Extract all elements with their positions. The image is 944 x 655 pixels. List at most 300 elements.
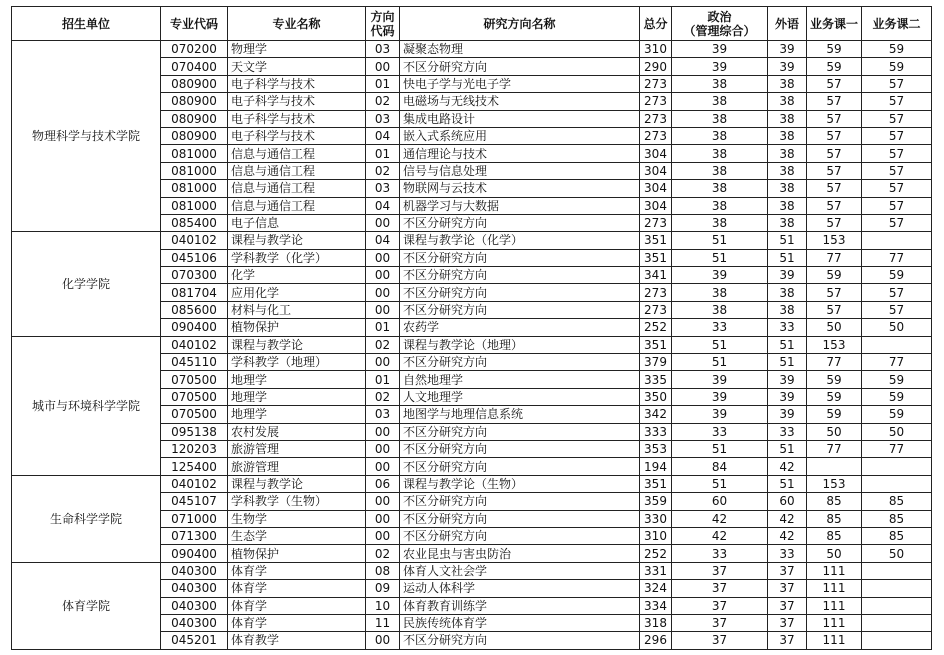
- politics-score-cell: 42: [672, 510, 768, 527]
- total-score-cell: 379: [640, 354, 672, 371]
- table-row: [12, 41, 932, 58]
- total-score-cell: 310: [640, 527, 672, 544]
- research-name-cell: 凝聚态物理: [400, 41, 640, 58]
- header-unit: 招生单位: [12, 7, 161, 41]
- course1-score-cell: 50: [807, 423, 862, 440]
- course1-score-cell: 57: [807, 110, 862, 127]
- major-code-cell: 081000: [161, 162, 228, 179]
- direction-code-cell: 00: [366, 249, 400, 266]
- foreign-score-cell: 51: [768, 249, 807, 266]
- total-score-cell: 351: [640, 336, 672, 353]
- major-name-cell: 信息与通信工程: [228, 180, 366, 197]
- direction-code-cell: 00: [366, 510, 400, 527]
- course2-score-cell: 57: [862, 127, 932, 144]
- politics-score-cell: 39: [672, 371, 768, 388]
- direction-code-cell: 03: [366, 180, 400, 197]
- course2-score-cell: 85: [862, 493, 932, 510]
- course2-score-cell: 57: [862, 110, 932, 127]
- direction-code-cell: 00: [366, 423, 400, 440]
- major-code-cell: 040300: [161, 562, 228, 579]
- course1-score-cell: 77: [807, 440, 862, 457]
- major-name-cell: 课程与教学论: [228, 336, 366, 353]
- foreign-score-cell: 38: [768, 127, 807, 144]
- header-direction-code: [366, 7, 400, 41]
- major-name-cell: 电子信息: [228, 214, 366, 231]
- course2-score-cell: [862, 336, 932, 353]
- direction-code-cell: 03: [366, 110, 400, 127]
- total-score-cell: 304: [640, 162, 672, 179]
- total-score-cell: 310: [640, 41, 672, 58]
- total-score-cell: 335: [640, 371, 672, 388]
- table-row: [12, 232, 932, 249]
- header-total: 总分: [640, 7, 672, 41]
- major-name-cell: 课程与教学论: [228, 475, 366, 492]
- politics-score-cell: 33: [672, 545, 768, 562]
- major-code-cell: 040300: [161, 580, 228, 597]
- course1-score-cell: 59: [807, 58, 862, 75]
- foreign-score-cell: 37: [768, 597, 807, 614]
- major-code-cell: 040300: [161, 614, 228, 631]
- research-name-cell: 不区分研究方向: [400, 458, 640, 475]
- total-score-cell: 194: [640, 458, 672, 475]
- direction-code-cell: 04: [366, 127, 400, 144]
- header-politics: [672, 7, 768, 41]
- course1-score-cell: [807, 458, 862, 475]
- foreign-score-cell: 38: [768, 93, 807, 110]
- foreign-score-cell: 51: [768, 232, 807, 249]
- foreign-score-cell: 38: [768, 301, 807, 318]
- total-score-cell: 273: [640, 284, 672, 301]
- score-table: [11, 6, 932, 650]
- total-score-cell: 359: [640, 493, 672, 510]
- total-score-cell: 351: [640, 249, 672, 266]
- course1-score-cell: 111: [807, 597, 862, 614]
- direction-code-cell: 00: [366, 632, 400, 649]
- course2-score-cell: 50: [862, 545, 932, 562]
- direction-code-cell: 00: [366, 458, 400, 475]
- direction-code-cell: 02: [366, 545, 400, 562]
- politics-score-cell: 51: [672, 336, 768, 353]
- foreign-score-cell: 33: [768, 319, 807, 336]
- direction-code-cell: 00: [366, 214, 400, 231]
- table-row: [12, 562, 932, 579]
- major-name-cell: 学科教学（化学）: [228, 249, 366, 266]
- course2-score-cell: 57: [862, 197, 932, 214]
- foreign-score-cell: 33: [768, 545, 807, 562]
- header-direction-code-line1: 方向: [370, 9, 395, 24]
- total-score-cell: 353: [640, 440, 672, 457]
- politics-score-cell: 38: [672, 145, 768, 162]
- total-score-cell: 342: [640, 406, 672, 423]
- major-code-cell: 080900: [161, 127, 228, 144]
- direction-code-cell: 10: [366, 597, 400, 614]
- politics-score-cell: 60: [672, 493, 768, 510]
- research-name-cell: 课程与教学论（地理）: [400, 336, 640, 353]
- major-code-cell: 045110: [161, 354, 228, 371]
- major-code-cell: 090400: [161, 545, 228, 562]
- research-name-cell: 电磁场与无线技术: [400, 93, 640, 110]
- major-name-cell: 地理学: [228, 371, 366, 388]
- research-name-cell: 不区分研究方向: [400, 301, 640, 318]
- course1-score-cell: 111: [807, 580, 862, 597]
- course1-score-cell: 57: [807, 127, 862, 144]
- research-name-cell: 不区分研究方向: [400, 58, 640, 75]
- course1-score-cell: 111: [807, 562, 862, 579]
- foreign-score-cell: 51: [768, 475, 807, 492]
- major-name-cell: 体育学: [228, 580, 366, 597]
- politics-score-cell: 84: [672, 458, 768, 475]
- foreign-score-cell: 33: [768, 423, 807, 440]
- research-name-cell: 通信理论与技术: [400, 145, 640, 162]
- major-name-cell: 学科教学（地理）: [228, 354, 366, 371]
- politics-score-cell: 37: [672, 562, 768, 579]
- politics-score-cell: 33: [672, 423, 768, 440]
- course2-score-cell: [862, 475, 932, 492]
- foreign-score-cell: 38: [768, 214, 807, 231]
- direction-code-cell: 03: [366, 41, 400, 58]
- direction-code-cell: 00: [366, 354, 400, 371]
- total-score-cell: 341: [640, 267, 672, 284]
- course1-score-cell: 85: [807, 510, 862, 527]
- course1-score-cell: 153: [807, 336, 862, 353]
- course1-score-cell: 153: [807, 232, 862, 249]
- header-foreign: 外语: [768, 7, 807, 41]
- header-course2: 业务课二: [862, 7, 932, 41]
- foreign-score-cell: 39: [768, 388, 807, 405]
- total-score-cell: 304: [640, 197, 672, 214]
- research-name-cell: 民族传统体育学: [400, 614, 640, 631]
- politics-score-cell: 38: [672, 301, 768, 318]
- course1-score-cell: 59: [807, 388, 862, 405]
- research-name-cell: 不区分研究方向: [400, 249, 640, 266]
- research-name-cell: 不区分研究方向: [400, 527, 640, 544]
- major-code-cell: 081000: [161, 197, 228, 214]
- foreign-score-cell: 38: [768, 145, 807, 162]
- course2-score-cell: 85: [862, 527, 932, 544]
- course1-score-cell: 59: [807, 267, 862, 284]
- direction-code-cell: 01: [366, 75, 400, 92]
- direction-code-cell: 00: [366, 440, 400, 457]
- major-name-cell: 信息与通信工程: [228, 145, 366, 162]
- major-name-cell: 电子科学与技术: [228, 127, 366, 144]
- direction-code-cell: 11: [366, 614, 400, 631]
- major-name-cell: 材料与化工: [228, 301, 366, 318]
- total-score-cell: 273: [640, 127, 672, 144]
- research-name-cell: 不区分研究方向: [400, 354, 640, 371]
- course2-score-cell: 57: [862, 284, 932, 301]
- course1-score-cell: 57: [807, 145, 862, 162]
- major-name-cell: 信息与通信工程: [228, 197, 366, 214]
- direction-code-cell: 06: [366, 475, 400, 492]
- total-score-cell: 273: [640, 110, 672, 127]
- research-name-cell: 不区分研究方向: [400, 423, 640, 440]
- course2-score-cell: [862, 232, 932, 249]
- major-code-cell: 080900: [161, 75, 228, 92]
- direction-code-cell: 01: [366, 145, 400, 162]
- header-research-name: 研究方向名称: [400, 7, 640, 41]
- unit-cell: 化学学院: [12, 232, 161, 336]
- course2-score-cell: 77: [862, 354, 932, 371]
- unit-cell: 生命科学学院: [12, 475, 161, 562]
- direction-code-cell: 00: [366, 267, 400, 284]
- foreign-score-cell: 37: [768, 562, 807, 579]
- direction-code-cell: 01: [366, 371, 400, 388]
- foreign-score-cell: 38: [768, 197, 807, 214]
- politics-score-cell: 39: [672, 388, 768, 405]
- total-score-cell: 273: [640, 93, 672, 110]
- course2-score-cell: 50: [862, 319, 932, 336]
- major-code-cell: 070200: [161, 41, 228, 58]
- total-score-cell: 334: [640, 597, 672, 614]
- total-score-cell: 318: [640, 614, 672, 631]
- politics-score-cell: 39: [672, 41, 768, 58]
- course1-score-cell: 57: [807, 93, 862, 110]
- direction-code-cell: 03: [366, 406, 400, 423]
- research-name-cell: 自然地理学: [400, 371, 640, 388]
- total-score-cell: 304: [640, 145, 672, 162]
- total-score-cell: 296: [640, 632, 672, 649]
- politics-score-cell: 38: [672, 75, 768, 92]
- course1-score-cell: 57: [807, 180, 862, 197]
- major-name-cell: 旅游管理: [228, 440, 366, 457]
- major-name-cell: 生态学: [228, 527, 366, 544]
- course1-score-cell: 59: [807, 371, 862, 388]
- foreign-score-cell: 42: [768, 458, 807, 475]
- research-name-cell: 人文地理学: [400, 388, 640, 405]
- major-name-cell: 植物保护: [228, 545, 366, 562]
- major-code-cell: 081000: [161, 145, 228, 162]
- politics-score-cell: 51: [672, 354, 768, 371]
- major-name-cell: 学科教学（生物）: [228, 493, 366, 510]
- major-code-cell: 081000: [161, 180, 228, 197]
- research-name-cell: 体育人文社会学: [400, 562, 640, 579]
- research-name-cell: 机器学习与大数据: [400, 197, 640, 214]
- major-name-cell: 农村发展: [228, 423, 366, 440]
- politics-score-cell: 38: [672, 93, 768, 110]
- politics-score-cell: 42: [672, 527, 768, 544]
- direction-code-cell: 01: [366, 319, 400, 336]
- politics-score-cell: 38: [672, 197, 768, 214]
- major-name-cell: 应用化学: [228, 284, 366, 301]
- foreign-score-cell: 51: [768, 440, 807, 457]
- table-body: [12, 41, 932, 650]
- course1-score-cell: 59: [807, 41, 862, 58]
- foreign-score-cell: 39: [768, 58, 807, 75]
- major-name-cell: 地理学: [228, 388, 366, 405]
- total-score-cell: 252: [640, 545, 672, 562]
- politics-score-cell: 37: [672, 614, 768, 631]
- foreign-score-cell: 39: [768, 267, 807, 284]
- major-code-cell: 095138: [161, 423, 228, 440]
- course1-score-cell: 57: [807, 75, 862, 92]
- total-score-cell: 324: [640, 580, 672, 597]
- major-code-cell: 070400: [161, 58, 228, 75]
- major-code-cell: 071000: [161, 510, 228, 527]
- total-score-cell: 351: [640, 475, 672, 492]
- course1-score-cell: 57: [807, 197, 862, 214]
- research-name-cell: 集成电路设计: [400, 110, 640, 127]
- research-name-cell: 不区分研究方向: [400, 440, 640, 457]
- politics-score-cell: 51: [672, 232, 768, 249]
- table-row: [12, 336, 932, 353]
- direction-code-cell: 02: [366, 93, 400, 110]
- foreign-score-cell: 38: [768, 110, 807, 127]
- politics-score-cell: 38: [672, 110, 768, 127]
- politics-score-cell: 51: [672, 475, 768, 492]
- course2-score-cell: [862, 632, 932, 649]
- major-name-cell: 电子科学与技术: [228, 93, 366, 110]
- major-code-cell: 080900: [161, 110, 228, 127]
- foreign-score-cell: 42: [768, 527, 807, 544]
- major-name-cell: 物理学: [228, 41, 366, 58]
- politics-score-cell: 38: [672, 180, 768, 197]
- total-score-cell: 273: [640, 301, 672, 318]
- politics-score-cell: 39: [672, 267, 768, 284]
- major-name-cell: 体育学: [228, 614, 366, 631]
- politics-score-cell: 37: [672, 580, 768, 597]
- course1-score-cell: 50: [807, 319, 862, 336]
- total-score-cell: 331: [640, 562, 672, 579]
- course2-score-cell: [862, 597, 932, 614]
- foreign-score-cell: 37: [768, 632, 807, 649]
- major-name-cell: 电子科学与技术: [228, 110, 366, 127]
- politics-score-cell: 37: [672, 632, 768, 649]
- course2-score-cell: 50: [862, 423, 932, 440]
- course2-score-cell: 57: [862, 145, 932, 162]
- politics-score-cell: 51: [672, 249, 768, 266]
- foreign-score-cell: 39: [768, 41, 807, 58]
- foreign-score-cell: 37: [768, 614, 807, 631]
- foreign-score-cell: 38: [768, 180, 807, 197]
- major-code-cell: 070300: [161, 267, 228, 284]
- course2-score-cell: 85: [862, 510, 932, 527]
- direction-code-cell: 04: [366, 232, 400, 249]
- research-name-cell: 地图学与地理信息系统: [400, 406, 640, 423]
- politics-score-cell: 38: [672, 214, 768, 231]
- direction-code-cell: 00: [366, 301, 400, 318]
- total-score-cell: 350: [640, 388, 672, 405]
- course1-score-cell: 57: [807, 214, 862, 231]
- total-score-cell: 273: [640, 75, 672, 92]
- major-code-cell: 040102: [161, 475, 228, 492]
- major-name-cell: 植物保护: [228, 319, 366, 336]
- major-code-cell: 120203: [161, 440, 228, 457]
- major-code-cell: 045201: [161, 632, 228, 649]
- course2-score-cell: 59: [862, 406, 932, 423]
- direction-code-cell: 00: [366, 58, 400, 75]
- course1-score-cell: 85: [807, 527, 862, 544]
- major-code-cell: 070500: [161, 406, 228, 423]
- foreign-score-cell: 38: [768, 75, 807, 92]
- header-major-code: 专业代码: [161, 7, 228, 41]
- research-name-cell: 不区分研究方向: [400, 214, 640, 231]
- course1-score-cell: 85: [807, 493, 862, 510]
- politics-score-cell: 33: [672, 319, 768, 336]
- foreign-score-cell: 39: [768, 371, 807, 388]
- major-code-cell: 040102: [161, 232, 228, 249]
- course2-score-cell: [862, 562, 932, 579]
- course1-score-cell: 57: [807, 301, 862, 318]
- unit-cell: 体育学院: [12, 562, 161, 649]
- course2-score-cell: [862, 580, 932, 597]
- major-code-cell: 090400: [161, 319, 228, 336]
- research-name-cell: 不区分研究方向: [400, 267, 640, 284]
- course1-score-cell: 57: [807, 284, 862, 301]
- major-code-cell: 045106: [161, 249, 228, 266]
- unit-cell: 城市与环境科学学院: [12, 336, 161, 475]
- foreign-score-cell: 42: [768, 510, 807, 527]
- politics-score-cell: 51: [672, 440, 768, 457]
- direction-code-cell: 00: [366, 284, 400, 301]
- header-politics-line2: （管理综合）: [683, 23, 756, 38]
- major-code-cell: 070500: [161, 371, 228, 388]
- course2-score-cell: 59: [862, 388, 932, 405]
- course2-score-cell: 77: [862, 440, 932, 457]
- major-code-cell: 085600: [161, 301, 228, 318]
- direction-code-cell: 04: [366, 197, 400, 214]
- research-name-cell: 信号与信息处理: [400, 162, 640, 179]
- major-name-cell: 体育学: [228, 562, 366, 579]
- course1-score-cell: 153: [807, 475, 862, 492]
- table-row: [12, 475, 932, 492]
- major-code-cell: 040102: [161, 336, 228, 353]
- direction-code-cell: 09: [366, 580, 400, 597]
- total-score-cell: 351: [640, 232, 672, 249]
- course1-score-cell: 59: [807, 406, 862, 423]
- major-code-cell: 125400: [161, 458, 228, 475]
- foreign-score-cell: 37: [768, 580, 807, 597]
- major-name-cell: 天文学: [228, 58, 366, 75]
- course2-score-cell: 57: [862, 162, 932, 179]
- course2-score-cell: 59: [862, 41, 932, 58]
- course2-score-cell: 59: [862, 371, 932, 388]
- research-name-cell: 不区分研究方向: [400, 510, 640, 527]
- major-code-cell: 081704: [161, 284, 228, 301]
- course2-score-cell: [862, 458, 932, 475]
- politics-score-cell: 39: [672, 58, 768, 75]
- course2-score-cell: 77: [862, 249, 932, 266]
- research-name-cell: 课程与教学论（生物）: [400, 475, 640, 492]
- direction-code-cell: 02: [366, 388, 400, 405]
- foreign-score-cell: 51: [768, 336, 807, 353]
- total-score-cell: 333: [640, 423, 672, 440]
- research-name-cell: 课程与教学论（化学）: [400, 232, 640, 249]
- course2-score-cell: 59: [862, 58, 932, 75]
- major-name-cell: 体育教学: [228, 632, 366, 649]
- course1-score-cell: 50: [807, 545, 862, 562]
- course2-score-cell: 57: [862, 180, 932, 197]
- header-direction-code-line2: 代码: [370, 23, 395, 38]
- course1-score-cell: 77: [807, 354, 862, 371]
- course2-score-cell: 57: [862, 214, 932, 231]
- total-score-cell: 252: [640, 319, 672, 336]
- header-course1: 业务课一: [807, 7, 862, 41]
- major-name-cell: 电子科学与技术: [228, 75, 366, 92]
- total-score-cell: 290: [640, 58, 672, 75]
- foreign-score-cell: 38: [768, 162, 807, 179]
- major-code-cell: 071300: [161, 527, 228, 544]
- politics-score-cell: 38: [672, 162, 768, 179]
- direction-code-cell: 02: [366, 162, 400, 179]
- direction-code-cell: 08: [366, 562, 400, 579]
- foreign-score-cell: 60: [768, 493, 807, 510]
- research-name-cell: 运动人体科学: [400, 580, 640, 597]
- course2-score-cell: 57: [862, 75, 932, 92]
- header-row: [12, 7, 932, 41]
- major-name-cell: 旅游管理: [228, 458, 366, 475]
- course2-score-cell: [862, 614, 932, 631]
- direction-code-cell: 00: [366, 493, 400, 510]
